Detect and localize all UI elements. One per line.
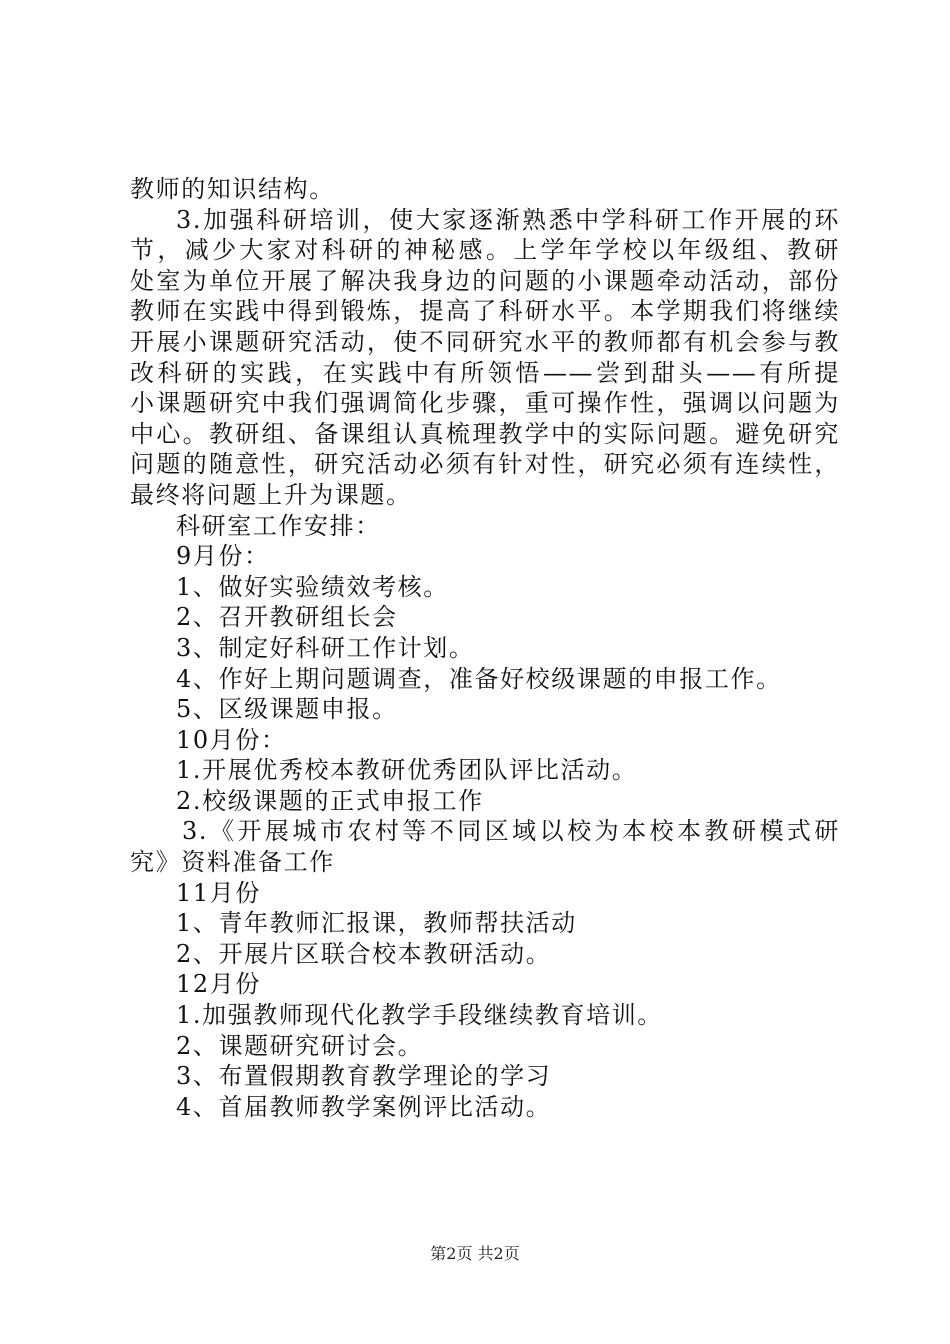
page-footer: 第2页 共2页 — [430, 1244, 520, 1263]
list-item: 2、召开教研组长会 — [176, 603, 398, 632]
text-line: 中心。教研组、备课组认真梳理教学中的实际问题。避免研究 — [130, 419, 840, 448]
month-heading: 9月份： — [176, 542, 270, 571]
list-item: 1、青年教师汇报课，教师帮扶活动 — [176, 909, 577, 938]
list-item: 1.加强教师现代化教学手段继续教育培训。 — [176, 1001, 663, 1030]
list-item: 5、区级课题申报。 — [176, 695, 398, 724]
list-item: 3.《开展城市农村等不同区域以校为本校本教研模式研 — [182, 817, 840, 846]
text-line: 最终将问题上升为课题。 — [130, 480, 412, 509]
list-item: 2.校级课题的正式申报工作 — [176, 786, 484, 815]
text-line: 究》资料准备工作 — [130, 848, 335, 877]
list-item: 4、首届教师教学案例评比活动。 — [176, 1092, 552, 1121]
month-heading: 12月份 — [176, 970, 261, 999]
text-line: 问题的随意性，研究活动必须有针对性，研究必须有连续性， — [130, 450, 840, 479]
text-line: 小课题研究中我们强调简化步骤，重可操作性，强调以问题为 — [130, 389, 840, 418]
list-item: 1.开展优秀校本教研优秀团队评比活动。 — [176, 756, 638, 785]
section-heading: 科研室工作安排： — [176, 511, 381, 540]
month-heading: 11月份 — [176, 878, 261, 907]
list-item: 2、课题研究研讨会。 — [176, 1031, 424, 1060]
text-line: 开展小课题研究活动，使不同研究水平的教师都有机会参与教 — [130, 327, 840, 356]
list-item: 3、制定好科研工作计划。 — [176, 633, 475, 662]
list-item: 3、布置假期教育教学理论的学习 — [176, 1062, 552, 1091]
text-line: 节，减少大家对科研的神秘感。上学年学校以年级组、教研 — [130, 236, 840, 265]
document-body — [130, 174, 840, 1122]
list-item: 2、开展片区联合校本教研活动。 — [176, 939, 552, 968]
list-item: 1、做好实验绩效考核。 — [176, 572, 449, 601]
list-item: 4、作好上期问题调查，准备好校级课题的申报工作。 — [176, 664, 782, 693]
text-line: 教师在实践中得到锻炼，提高了科研水平。本学期我们将继续 — [130, 297, 840, 326]
text-line: 改科研的实践，在实践中有所领悟——尝到甜头——有所提 — [130, 358, 840, 387]
text-line: 3.加强科研培训，使大家逐渐熟悉中学科研工作开展的环 — [176, 205, 840, 234]
month-heading: 10月份： — [176, 725, 287, 754]
text-line: 教师的知识结构。 — [130, 175, 335, 203]
text-line: 处室为单位开展了解决我身边的问题的小课题牵动活动，部份 — [130, 266, 840, 295]
